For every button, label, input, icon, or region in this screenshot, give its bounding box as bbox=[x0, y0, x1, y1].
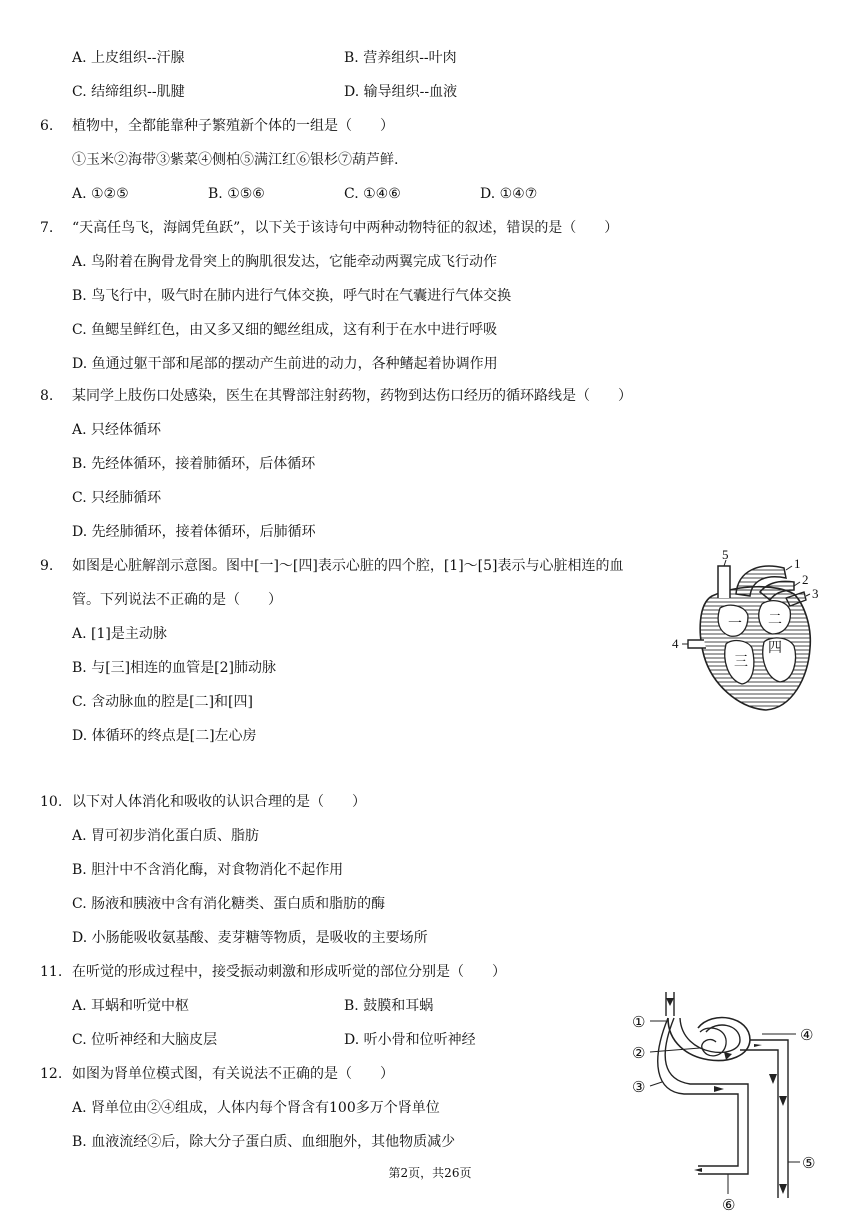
q6-list: ①玉米②海带③紫菜④侧柏⑤满江红⑥银杉⑦葫芦鲜. bbox=[72, 152, 399, 168]
q10-option-c: C. 肠液和胰液中含有消化糖类、蛋白质和脂肪的酶 bbox=[72, 896, 386, 912]
label-6: ⑥ bbox=[722, 1196, 736, 1214]
q11-option-b: B. 鼓膜和耳蜗 bbox=[344, 998, 434, 1014]
q5-option-c: C. 结缔组织--肌腱 bbox=[72, 84, 185, 100]
q11-option-d: D. 听小骨和位听神经 bbox=[344, 1032, 476, 1048]
label-vessel-5: 5 bbox=[722, 548, 729, 562]
q9-stem-line2: 管。下列说法不正确的是（ ） bbox=[72, 592, 282, 608]
label-chamber-3: 三 bbox=[734, 654, 748, 670]
label-chamber-4: 四 bbox=[768, 640, 782, 656]
q11-option-a: A. 耳蜗和听觉中枢 bbox=[72, 998, 190, 1014]
q6-option-c: C. ①④⑥ bbox=[344, 186, 401, 202]
q10-option-d: D. 小肠能吸收氨基酸、麦芽糖等物质，是吸收的主要场所 bbox=[72, 930, 428, 946]
capillary-loop bbox=[658, 1018, 748, 1174]
vessel-5 bbox=[718, 566, 730, 598]
q10-number: 10. bbox=[40, 794, 63, 810]
q7-option-d: D. 鱼通过躯干部和尾部的摆动产生前进的动力，各种鳍起着协调作用 bbox=[72, 356, 498, 372]
q8-number: 8. bbox=[40, 388, 54, 404]
vessel-4 bbox=[688, 640, 706, 648]
q12-stem: 如图为肾单位模式图，有关说法不正确的是（ ） bbox=[72, 1066, 394, 1082]
q8-option-b: B. 先经体循环，接着肺循环，后体循环 bbox=[72, 456, 316, 472]
q12-number: 12. bbox=[40, 1066, 63, 1082]
q10-option-b: B. 胆汁中不含消化酶，对食物消化不起作用 bbox=[72, 862, 344, 878]
q10-option-a: A. 胃可初步消化蛋白质、脂肪 bbox=[72, 828, 260, 844]
label-2: ② bbox=[632, 1044, 646, 1062]
label-vessel-2: 2 bbox=[802, 572, 809, 587]
label-chamber-2: 二 bbox=[768, 612, 782, 628]
label-1: ① bbox=[632, 1013, 646, 1031]
q6-option-b: B. ①⑤⑥ bbox=[208, 186, 265, 202]
q6-number: 6. bbox=[40, 118, 54, 134]
q6-option-a: A. ①②⑤ bbox=[72, 186, 129, 202]
q9-stem-line1: 如图是心脏解剖示意图。图中[一]～[四]表示心脏的四个腔，[1]～[5]表示与心脏相连的血 bbox=[72, 558, 624, 574]
q5-option-d: D. 输导组织--血液 bbox=[344, 84, 458, 100]
q9-number: 9. bbox=[40, 558, 54, 574]
q11-number: 11. bbox=[40, 964, 63, 980]
q9-option-b: B. 与[三]相连的血管是[2]肺动脉 bbox=[72, 660, 276, 676]
q10-stem: 以下对人体消化和吸收的认识合理的是（ ） bbox=[72, 794, 366, 810]
bowman-capsule-inner bbox=[680, 1018, 740, 1052]
q6-stem: 植物中，全都能靠种子繁殖新个体的一组是（ ） bbox=[72, 118, 394, 134]
q11-stem: 在听觉的形成过程中，接受振动刺激和形成听觉的部位分别是（ ） bbox=[72, 964, 506, 980]
q7-number: 7. bbox=[40, 220, 54, 236]
q7-option-b: B. 鸟飞行中，吸气时在肺内进行气体交换，呼气时在气囊进行气体交换 bbox=[72, 288, 512, 304]
q12-option-a: A. 肾单位由②④组成，人体内每个肾含有100多万个肾单位 bbox=[72, 1100, 440, 1116]
q8-option-c: C. 只经肺循环 bbox=[72, 490, 162, 506]
q7-stem: “天高任鸟飞，海阔凭鱼跃”，以下关于该诗句中两种动物特征的叙述，错误的是（ ） bbox=[72, 220, 619, 236]
q8-option-d: D. 先经肺循环，接着体循环，后肺循环 bbox=[72, 524, 316, 540]
heart-diagram bbox=[668, 548, 828, 718]
q9-option-c: C. 含动脉血的腔是[二]和[四] bbox=[72, 694, 253, 710]
q9-option-d: D. 体循环的终点是[二]左心房 bbox=[72, 728, 257, 744]
q6-option-d: D. ①④⑦ bbox=[480, 186, 538, 202]
label-4: ④ bbox=[800, 1026, 814, 1044]
q5-option-b: B. 营养组织--叶肉 bbox=[344, 50, 457, 66]
q9-option-a: A. [1]是主动脉 bbox=[72, 626, 167, 642]
label-vessel-3: 3 bbox=[812, 586, 819, 601]
label-3: ③ bbox=[632, 1078, 646, 1096]
q8-option-a: A. 只经体循环 bbox=[72, 422, 162, 438]
q7-option-a: A. 鸟附着在胸骨龙骨突上的胸肌很发达，它能牵动两翼完成飞行动作 bbox=[72, 254, 498, 270]
label-chamber-1: 一 bbox=[728, 616, 742, 632]
q5-option-a: A. 上皮组织--汗腺 bbox=[72, 50, 185, 66]
q8-stem: 某同学上肢伤口处感染，医生在其臀部注射药物，药物到达伤口经历的循环路线是（ ） bbox=[72, 388, 632, 404]
label-5: ⑤ bbox=[802, 1154, 816, 1172]
q12-option-b: B. 血液流经②后，除大分子蛋白质、血细胞外，其他物质减少 bbox=[72, 1134, 456, 1150]
q7-option-c: C. 鱼鳃呈鲜红色，由又多又细的鳃丝组成，这有利于在水中进行呼吸 bbox=[72, 322, 498, 338]
label-vessel-1: 1 bbox=[794, 556, 801, 571]
q11-option-c: C. 位听神经和大脑皮层 bbox=[72, 1032, 218, 1048]
page-footer: 第2页，共26页 bbox=[388, 1166, 472, 1180]
label-vessel-4: 4 bbox=[672, 636, 679, 651]
